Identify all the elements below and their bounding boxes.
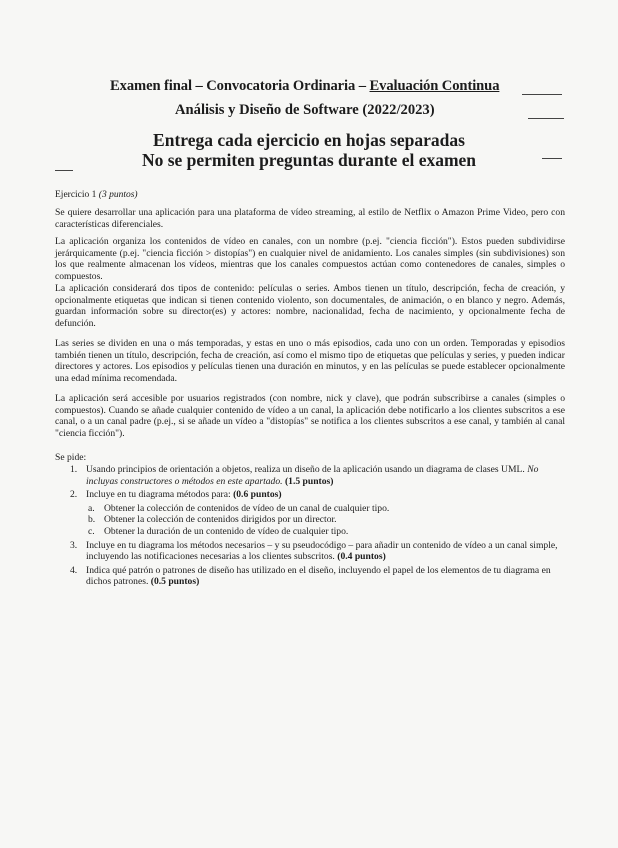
instruction-separate-sheets: Entrega cada ejercicio en hojas separadas <box>153 130 465 150</box>
task-list <box>70 464 566 590</box>
exercise-points: (3 puntos) <box>98 190 138 200</box>
task-2-points: (0.6 puntos) <box>233 489 282 501</box>
paragraph-intro: Se quiere desarrollar una aplicación para una plataforma de vídeo streaming, al estilo de Netflix o Amazon Prime Video, pero con características diferenciales. <box>55 207 565 230</box>
task-1-points: (1.5 puntos) <box>284 475 334 487</box>
task-2a-text: Obtener la colección de contenidos de vídeo de un canal de cualquier tipo. <box>104 502 390 514</box>
paragraph-channels: La aplicación organiza los contenidos de vídeo en canales, con un nombre (p.ej. "ciencia ficción"). Estos pueden subdividirse jerárquicamente (p.ej. "ciencia ficción > distopías") en cualquier nivel de anidamiento. Los canales simples (sin subdivisiones) son los que realmente almacenan los vídeos, mientras que los canales compuestos actúan como contenedores de canales, simples o compuestos. <box>55 236 565 282</box>
task-2b-letter: b. <box>88 514 96 526</box>
task-2a <box>70 503 566 515</box>
paragraph-content-types: La aplicación considerará dos tipos de contenido: películas o series. Ambos tienen un título, descripción, fecha de creación, y opcionalmente etiquetas que indican si tienen contenido violento, son documentales, de animación, o en blanco y negro. Además, guardan información sobre su director(es) y actores: nombre, nacionalidad, fecha de nacimiento, y opcionalmente fecha de defunción. <box>55 283 565 329</box>
task-3-number: 3. <box>70 539 78 551</box>
se-pide-label: Se pide: <box>55 452 87 463</box>
task-1-text: Usando principios de orientación a objetos, realiza un diseño de la aplicación usando un diagrama de clases UML. <box>86 464 525 475</box>
task-2 <box>70 489 566 501</box>
task-4-number: 4. <box>70 564 78 576</box>
exam-course-title: Análisis y Diseño de Software (2022/2023) <box>175 102 435 118</box>
task-2-number: 2. <box>70 489 78 501</box>
task-4-points: (0.5 puntos) <box>150 576 200 588</box>
exam-header-evaluation: Evaluación Continua <box>369 78 500 94</box>
task-3-text: Incluye en tu diagrama los métodos necesarios – y su pseudocódigo – para añadir un contenido de vídeo a un canal simple, incluyendo las notificaciones necesarias a los clientes subscritos. <box>86 539 558 563</box>
paragraph-series: Las series se dividen en una o más temporadas, y estas en uno o más episodios, cada uno con un orden. Temporadas y episodios también tienen un título, descripción, fecha de creación, así como el mismo tipo de etiquetas que películas y series, y pueden indicar directores y actores. Los episodios y películas tienen una duración en minutos, y en las películas se puede establecer opcionalmente una edad mínima recomendada. <box>55 338 565 384</box>
exam-header-prefix: Examen final – Convocatoria Ordinaria – <box>110 78 370 94</box>
instruction-rule-left <box>55 170 73 171</box>
task-1 <box>70 464 566 487</box>
task-2c-letter: c. <box>88 525 95 537</box>
task-4-text: Indica qué patrón o patrones de diseño has utilizado en el diseño, incluyendo el papel de los elementos de tu diagrama en dichos patrones. <box>86 564 551 588</box>
header-rule-right <box>522 94 562 95</box>
course-rule-right <box>528 118 564 119</box>
exercise-heading <box>55 190 138 200</box>
task-2b <box>70 514 566 526</box>
task-3 <box>70 540 566 563</box>
paragraph-users: La aplicación será accesible por usuarios registrados (con nombre, nick y clave), que podrán subscribirse a canales (simples o compuestos). Cuando se añade cualquier contenido de vídeo a un canal, la aplicación debe notificarlo a los clientes subscritos a ese canal, o a un canal padre (p.ej., si se añade un vídeo a "distopías" se notifica a los clientes subscritos a ese canal, y también al canal "ciencia ficción"). <box>55 393 565 439</box>
task-2b-text: Obtener la colección de contenidos dirigidos por un director. <box>104 514 337 526</box>
task-2a-letter: a. <box>88 502 95 514</box>
instruction-rule-right <box>542 158 562 159</box>
task-1-note: No incluyas constructores o métodos en este apartado. <box>86 464 539 487</box>
task-4 <box>70 565 566 588</box>
instruction-no-questions: No se permiten preguntas durante el examen <box>141 150 477 170</box>
task-3-points: (0.4 puntos) <box>337 551 386 563</box>
task-2c-text: Obtener la duración de un contenido de vídeo de cualquier tipo. <box>104 525 349 537</box>
task-1-number: 1. <box>70 464 78 475</box>
task-2-text: Incluye en tu diagrama métodos para: <box>86 489 231 501</box>
exam-header-title <box>110 78 520 95</box>
task-2c <box>70 526 566 538</box>
exercise-title: Ejercicio 1 <box>55 190 97 200</box>
